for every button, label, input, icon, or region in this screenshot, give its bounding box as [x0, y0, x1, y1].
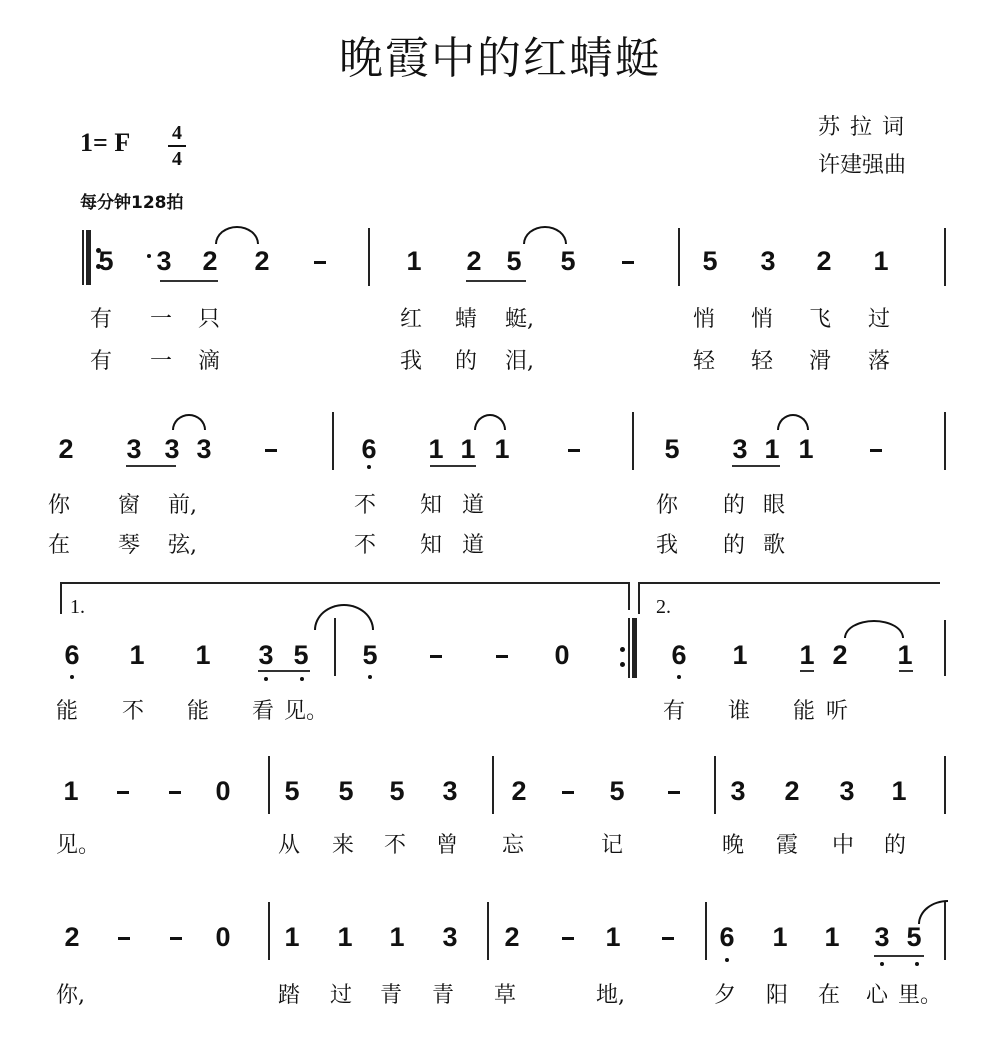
time-signature [168, 122, 186, 170]
lyric: 轻 [693, 349, 716, 374]
lyric: 在 [48, 533, 71, 558]
low-octave-dot [725, 958, 729, 962]
note: 3 [839, 776, 855, 806]
note: 2 [202, 246, 218, 276]
note: 5 [284, 776, 300, 806]
barline [632, 412, 634, 470]
lyric: 草 [494, 983, 517, 1008]
underline [430, 465, 476, 467]
note: 1 [337, 922, 353, 952]
lyric: 从 [278, 833, 301, 858]
lyric: 我 [400, 349, 423, 374]
tie-icon [844, 620, 904, 638]
lyric: 不 [122, 699, 145, 724]
lyric: 的 [884, 833, 907, 858]
dash [118, 937, 130, 940]
low-octave-dot [70, 675, 74, 679]
note: 1 [799, 640, 815, 670]
dash [870, 449, 882, 452]
note: 2 [58, 434, 74, 464]
tie-icon [777, 414, 809, 430]
lyric: 踏 [278, 983, 301, 1008]
barline [944, 620, 946, 676]
lyric: 见。 [284, 699, 329, 724]
barline [944, 228, 946, 286]
note: 1 [284, 922, 300, 952]
lyric: 蜻 [455, 307, 478, 332]
lyric: 能 [56, 699, 79, 724]
note: 3 [442, 922, 458, 952]
note: 3 [156, 246, 172, 276]
composer-text: 许建强曲 [818, 153, 907, 178]
note: 1 [605, 922, 621, 952]
tie-icon [215, 226, 259, 244]
time-signature-top: 4 [172, 122, 182, 144]
low-octave-dot [915, 962, 919, 966]
lyric: 落 [868, 349, 891, 374]
note: 1 [772, 922, 788, 952]
note: 3 [164, 434, 180, 464]
note: 5 [362, 640, 378, 670]
lyric: 青 [380, 983, 403, 1008]
note: 2 [64, 922, 80, 952]
lyric: 中 [832, 833, 855, 858]
note: 1 [798, 434, 814, 464]
note: 3 [258, 640, 274, 670]
low-octave-dot [368, 675, 372, 679]
low-octave-dot [367, 465, 371, 469]
lyric: 过 [868, 307, 891, 332]
underline [466, 280, 526, 282]
note: 1 [428, 434, 444, 464]
repeat-dot [620, 662, 625, 667]
lyric: 听 [826, 699, 849, 724]
underline [732, 465, 780, 467]
lyric: 心 [866, 983, 889, 1008]
barline [944, 412, 946, 470]
note: 1 [389, 922, 405, 952]
lyric: 地, [596, 983, 625, 1008]
note: 1 [824, 922, 840, 952]
lyric: 你 [656, 493, 679, 518]
note: 6 [719, 922, 735, 952]
note: 5 [506, 246, 522, 276]
dash [562, 791, 574, 794]
lyric: 你, [56, 983, 85, 1008]
dash [568, 449, 580, 452]
note: 0 [215, 922, 231, 952]
underline [258, 670, 310, 672]
barline [368, 228, 370, 286]
note: 5 [609, 776, 625, 806]
lyric: 不 [354, 533, 377, 558]
note: 5 [664, 434, 680, 464]
note: 1 [63, 776, 79, 806]
note: 5 [560, 246, 576, 276]
underline [126, 465, 176, 467]
dash [265, 449, 277, 452]
tie-icon [523, 226, 567, 244]
low-octave-dot [300, 677, 304, 681]
note: 1 [897, 640, 913, 670]
lyric: 能 [187, 699, 210, 724]
dash [169, 791, 181, 794]
note: 3 [760, 246, 776, 276]
note: 1 [764, 434, 780, 464]
barline [705, 902, 707, 960]
lyric: 红 [400, 307, 423, 332]
barline [82, 230, 84, 285]
barline [714, 756, 716, 814]
lyric: 见。 [56, 833, 101, 858]
dash [117, 791, 129, 794]
note: 2 [466, 246, 482, 276]
note: 1 [406, 246, 422, 276]
lyric: 歌 [763, 533, 786, 558]
key-signature: 1= F [80, 128, 131, 157]
note: 0 [554, 640, 570, 670]
note: 5 [389, 776, 405, 806]
barline [492, 756, 494, 814]
volta-end [628, 582, 630, 610]
lyric: 一 [150, 307, 173, 332]
note: 6 [361, 434, 377, 464]
lyric: 我 [656, 533, 679, 558]
lyric: 看 [252, 699, 275, 724]
lyric: 泪, [505, 349, 534, 374]
note: 3 [196, 434, 212, 464]
note: 1 [732, 640, 748, 670]
dash [662, 937, 674, 940]
lyric: 在 [818, 983, 841, 1008]
note: 0 [215, 776, 231, 806]
note: 3 [874, 922, 890, 952]
repeat-dot [620, 647, 625, 652]
barline [268, 756, 270, 814]
lyric: 记 [601, 833, 624, 858]
dash [668, 791, 680, 794]
underline [899, 670, 913, 672]
lyric: 晚 [722, 833, 745, 858]
low-octave-dot [880, 962, 884, 966]
lyric: 霞 [776, 833, 799, 858]
low-octave-dot [264, 677, 268, 681]
lyric: 道 [462, 533, 485, 558]
dash [170, 937, 182, 940]
dot-icon [147, 254, 151, 258]
dash [562, 937, 574, 940]
lyric: 你 [48, 493, 71, 518]
note: 2 [784, 776, 800, 806]
lyric: 悄 [751, 307, 774, 332]
tempo-marking: 每分钟128拍 [80, 193, 184, 213]
lyric: 琴 [118, 533, 141, 558]
dash [430, 655, 442, 658]
volta-bracket-2 [638, 582, 940, 614]
note: 5 [702, 246, 718, 276]
lyric: 有 [90, 307, 113, 332]
lyric: 里。 [898, 983, 943, 1008]
note: 2 [254, 246, 270, 276]
lyric: 谁 [728, 699, 751, 724]
dash [622, 261, 634, 264]
lyric: 知 [420, 493, 443, 518]
note: 1 [195, 640, 211, 670]
lyric: 飞 [809, 307, 832, 332]
lyric: 只 [198, 307, 221, 332]
underline [874, 955, 924, 957]
lyricist-credit: 苏拉词 [818, 115, 915, 140]
song-title: 晚霞中的红蜻蜓 [339, 33, 661, 84]
lyric: 的 [723, 533, 746, 558]
lyric: 一 [150, 349, 173, 374]
barline [487, 902, 489, 960]
barline [334, 618, 336, 676]
lyric: 滴 [198, 349, 221, 374]
note: 3 [730, 776, 746, 806]
time-signature-bottom: 4 [172, 148, 182, 170]
low-octave-dot [677, 675, 681, 679]
lyric: 不 [384, 833, 407, 858]
underline [800, 670, 814, 672]
barline [944, 756, 946, 814]
note: 3 [126, 434, 142, 464]
lyric: 忘 [502, 833, 525, 858]
barline [268, 902, 270, 960]
barline [628, 618, 630, 678]
note: 6 [64, 640, 80, 670]
note: 5 [906, 922, 922, 952]
note: 3 [732, 434, 748, 464]
dash [496, 655, 508, 658]
lyric: 窗 [118, 493, 141, 518]
note: 2 [816, 246, 832, 276]
lyric: 有 [663, 699, 686, 724]
note: 1 [460, 434, 476, 464]
lyric: 滑 [809, 349, 832, 374]
composer-credit [818, 148, 906, 179]
lyric: 蜓, [505, 307, 534, 332]
lyric: 过 [330, 983, 353, 1008]
note: 1 [129, 640, 145, 670]
lyric: 前, [168, 493, 197, 518]
note: 2 [504, 922, 520, 952]
repeat-end-barline [632, 618, 637, 678]
lyric: 眼 [763, 493, 786, 518]
lyric: 轻 [751, 349, 774, 374]
lyric: 道 [462, 493, 485, 518]
barline [332, 412, 334, 470]
lyric: 来 [332, 833, 355, 858]
note: 5 [293, 640, 309, 670]
underline [160, 280, 218, 282]
lyric: 阳 [766, 983, 789, 1008]
note: 2 [511, 776, 527, 806]
dash [314, 261, 326, 264]
lyric: 弦, [168, 533, 197, 558]
lyric: 的 [455, 349, 478, 374]
repeat-start-barline [86, 230, 91, 285]
lyric: 青 [432, 983, 455, 1008]
volta-number-1: 1. [70, 596, 85, 618]
note: 6 [671, 640, 687, 670]
tie-icon [474, 414, 506, 430]
note: 3 [442, 776, 458, 806]
note: 5 [98, 246, 114, 276]
lyric: 不 [354, 493, 377, 518]
lyric: 夕 [714, 983, 737, 1008]
lyric: 曾 [436, 833, 459, 858]
note: 2 [832, 640, 848, 670]
lyric: 悄 [693, 307, 716, 332]
note: 5 [338, 776, 354, 806]
lyric: 能 [793, 699, 816, 724]
note: 1 [891, 776, 907, 806]
barline [944, 902, 946, 960]
lyric: 有 [90, 349, 113, 374]
volta-number-2: 2. [656, 596, 671, 618]
lyric: 的 [723, 493, 746, 518]
tie-icon [172, 414, 206, 430]
lyric: 知 [420, 533, 443, 558]
fraction-bar [168, 145, 186, 147]
note: 1 [873, 246, 889, 276]
note: 1 [494, 434, 510, 464]
barline [678, 228, 680, 286]
